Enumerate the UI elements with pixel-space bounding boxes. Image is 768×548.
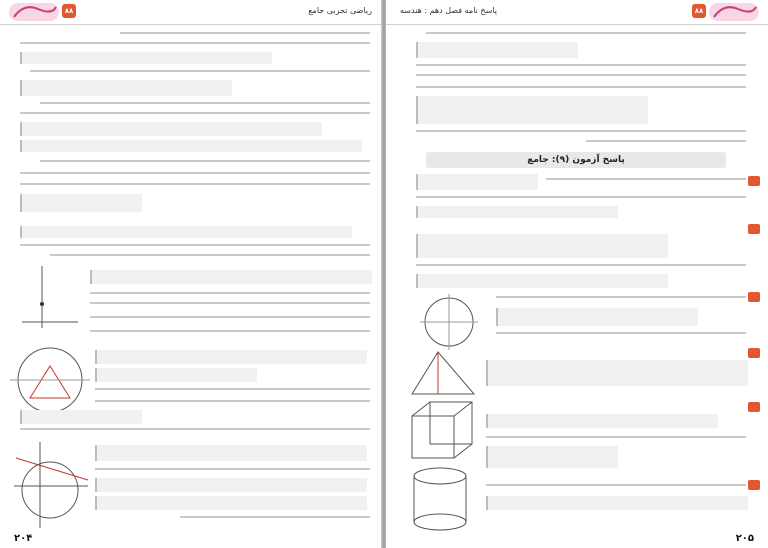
left-page: [0, 0, 382, 548]
geometry-figure-2: [408, 348, 478, 398]
right-header-title: پاسخ نامه فصل دهم : هندسه: [400, 6, 497, 15]
question-marker: [748, 402, 760, 412]
question-marker: [748, 224, 760, 234]
cube-figure: [408, 400, 478, 460]
header-badge: ۸۸: [62, 4, 76, 18]
question-marker: [748, 176, 760, 186]
right-page-number: ۲۰۵: [735, 533, 754, 544]
logo-graphic: [8, 1, 60, 23]
right-page: [386, 0, 768, 548]
section-title: پاسخ آزمون (۹): جامع: [426, 152, 726, 168]
coordinate-figure-1: [12, 262, 82, 332]
left-header: [0, 0, 382, 25]
cylinder-figure: [410, 466, 470, 532]
question-marker: [748, 292, 760, 302]
geometry-figure-1: [414, 292, 484, 352]
left-page-number: ۲۰۴: [14, 533, 33, 544]
question-marker: [748, 480, 760, 490]
question-marker: [748, 348, 760, 358]
logo: [8, 1, 60, 23]
logo: [708, 1, 760, 23]
right-header: [386, 0, 768, 25]
circle-figure: [10, 340, 90, 420]
header-badge: ۸۸: [692, 4, 706, 18]
left-header-title: ریاضی تجربی جامع: [308, 6, 372, 15]
coordinate-figure-2: [10, 440, 90, 530]
logo-graphic: [708, 1, 760, 23]
